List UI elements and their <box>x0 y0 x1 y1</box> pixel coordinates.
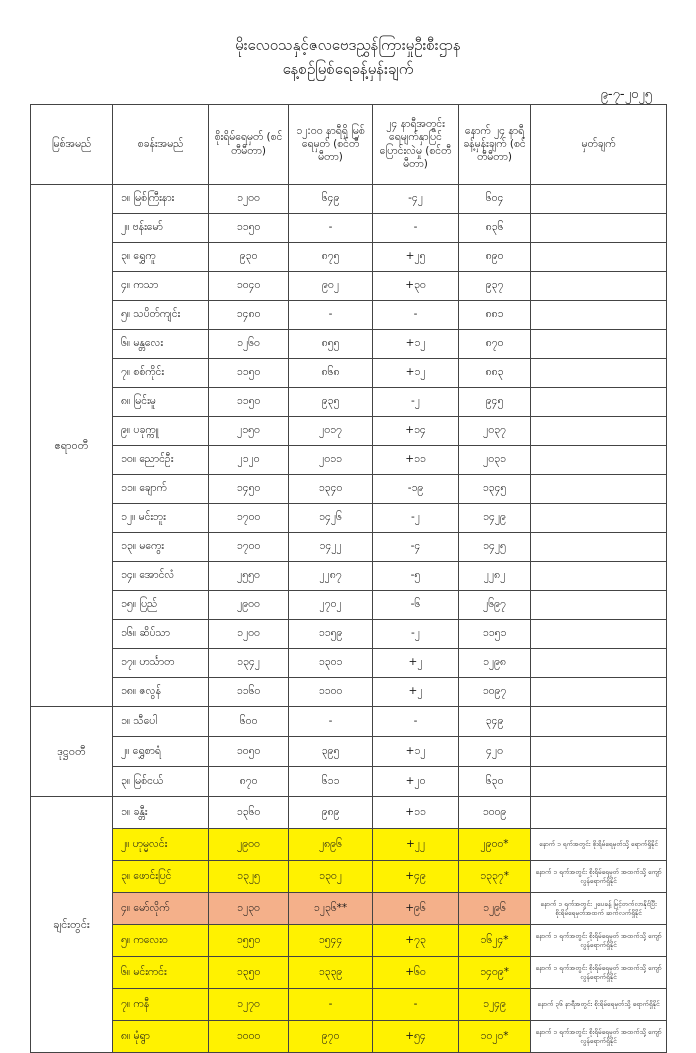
current-level-cell: ၁၃၀၂ <box>289 861 373 893</box>
danger-level-cell: ၂၉၀၀ <box>209 829 289 861</box>
remark-cell <box>531 533 667 562</box>
station-name-cell: ၃။ ရွှေကူ <box>113 243 209 272</box>
level-change-cell: - <box>373 989 459 1021</box>
station-name-cell: ၁၇။ ဟင်္သာတ <box>113 649 209 678</box>
level-change-cell: -၅ <box>373 562 459 591</box>
station-name-cell: ၁၄။ အောင်လံ <box>113 562 209 591</box>
danger-level-cell: ၂၅၅၀ <box>209 562 289 591</box>
remark-cell <box>531 475 667 504</box>
level-change-cell: +၅၄ <box>373 1021 459 1053</box>
station-name-cell: ၁။ သီပေါ <box>113 707 209 737</box>
remark-cell <box>531 243 667 272</box>
forecast-cell: ၁၆၂၄* <box>459 925 531 957</box>
table-row <box>31 533 667 562</box>
current-level-cell: ၁၁၀၀ <box>289 678 373 707</box>
danger-level-cell: ၂၉၀၀ <box>209 591 289 620</box>
remark-cell: နောက် ၃၆ နာရီအတွင်း စိုးရိမ်ရေမှတ်သို့ ရောက်ရှိနိုင် <box>531 989 667 1021</box>
danger-level-cell: ၁၁၆၀ <box>209 678 289 707</box>
table-row <box>31 591 667 620</box>
danger-level-cell: ၁၂၀၀ <box>209 185 289 214</box>
remark-cell <box>531 185 667 214</box>
danger-level-cell: ၁၃၄၂ <box>209 649 289 678</box>
table-row <box>31 388 667 417</box>
danger-level-cell: ၁၄၅၀ <box>209 475 289 504</box>
forecast-cell: ၁၀၉၇ <box>459 678 531 707</box>
table-row <box>31 649 667 678</box>
current-level-cell: ၁၃၃၉ <box>289 957 373 989</box>
current-level-cell: ၆၁၁ <box>289 767 373 797</box>
current-level-cell: ၁၄၂၆ <box>289 504 373 533</box>
column-header-station: စခန်းအမည် <box>113 105 209 185</box>
forecast-cell: ၁၁၅၁ <box>459 620 531 649</box>
station-name-cell: ၂။ ဟုမ္မလင်း <box>113 829 209 861</box>
forecast-cell: ၈၈၁ <box>459 301 531 330</box>
station-name-cell: ၁၆။ ဆိပ်သာ <box>113 620 209 649</box>
table-row <box>31 678 667 707</box>
current-level-cell: ၉၈၉ <box>289 797 373 829</box>
table-row <box>31 446 667 475</box>
current-level-cell: - <box>289 214 373 243</box>
level-change-cell: +၃၀ <box>373 272 459 301</box>
station-name-cell: ၄။ ကသာ <box>113 272 209 301</box>
danger-level-cell: ၁၃၆၀ <box>209 797 289 829</box>
level-change-cell: -၄ <box>373 533 459 562</box>
level-change-cell: +၁၁ <box>373 446 459 475</box>
level-change-cell: +၇၃ <box>373 925 459 957</box>
page-title: မိုးလေဝသနှင့်ဇလဗေဒညွှန်ကြားမှုဦးစီးဌာန <box>235 36 461 54</box>
table-row <box>31 957 667 989</box>
river-name-cell: ချင်းတွင်း <box>31 797 113 1053</box>
remark-cell: နောက် ၁ ရက်အတွင်း စိုးရိမ်ရေမှတ် အထက်သို့ ကျော်လွန်ရောက်ရှိနိုင် <box>531 861 667 893</box>
forecast-cell: ၁၀၀၉ <box>459 797 531 829</box>
danger-level-cell: ၁၅၅၀ <box>209 925 289 957</box>
remark-cell: နောက် ၁ ရက်အတွင်း စိုးရိမ်ရေမှတ်သို့ ရောက်ရှိနိုင် <box>531 829 667 861</box>
level-change-cell: - <box>373 301 459 330</box>
current-level-cell: ၁၃၄၀ <box>289 475 373 504</box>
forecast-cell: ၉၃၇ <box>459 272 531 301</box>
level-change-cell: +၂၂ <box>373 829 459 861</box>
table-row <box>31 707 667 737</box>
forecast-cell: ၉၄၅ <box>459 388 531 417</box>
danger-level-cell: ၁၃၅၀ <box>209 957 289 989</box>
table-row <box>31 893 667 925</box>
report-date: ၉-၇-၂၀၂၅ <box>600 87 652 102</box>
danger-level-cell: ၈၇၀ <box>209 767 289 797</box>
level-change-cell: +၄၉ <box>373 861 459 893</box>
current-level-cell: ၈၆၈ <box>289 359 373 388</box>
danger-level-cell: ၁၀၅၀ <box>209 737 289 767</box>
table-row <box>31 797 667 829</box>
remark-cell <box>531 272 667 301</box>
column-header-river: မြစ်အမည် <box>31 105 113 185</box>
remark-cell <box>531 797 667 829</box>
river-name-cell: ဒုဋ္ဌဝတီ <box>31 707 113 797</box>
remark-cell <box>531 504 667 533</box>
station-name-cell: ၂။ ရွှေစာရံ <box>113 737 209 767</box>
remark-cell <box>531 301 667 330</box>
remark-cell <box>531 767 667 797</box>
level-change-cell: +၁၂ <box>373 737 459 767</box>
level-change-cell: -၂ <box>373 504 459 533</box>
station-name-cell: ၇။ ကနီ <box>113 989 209 1021</box>
column-header-24h-change: ၂၄ နာရီအတွင်း ရေမျက်နှာပြင် ပြောင်းလဲမှု (စင်တီမီတာ) <box>373 105 459 185</box>
current-level-cell: ၈၅၅ <box>289 330 373 359</box>
table-row <box>31 301 667 330</box>
station-name-cell: ၅။ ကလေးဝ <box>113 925 209 957</box>
remark-cell <box>531 446 667 475</box>
current-level-cell: ၂၀၁၇ <box>289 417 373 446</box>
level-change-cell: -၄၂ <box>373 185 459 214</box>
table-row <box>31 925 667 957</box>
level-change-cell: +၁၄ <box>373 417 459 446</box>
station-name-cell: ၁။ မြစ်ကြီးနား <box>113 185 209 214</box>
level-change-cell: +၂၀ <box>373 767 459 797</box>
table-row <box>31 861 667 893</box>
table-row <box>31 185 667 214</box>
danger-level-cell: ၁၁၅၀ <box>209 214 289 243</box>
forecast-cell: ၁၂၉၈ <box>459 649 531 678</box>
table-header-row <box>31 105 667 185</box>
level-change-cell: -၂ <box>373 620 459 649</box>
remark-cell: နောက် ၁ ရက်အတွင်း စိုးရိမ်ရေမှတ် အထက်သို့ ကျော်လွန်ရောက်ရှိနိုင် <box>531 925 667 957</box>
level-change-cell: -၂ <box>373 388 459 417</box>
remark-cell: နောက် ၁ ရက်အတွင်း စိုးရိမ်ရေမှတ် အထက်သို့ ကျော်လွန်ရောက်ရှိနိုင် <box>531 957 667 989</box>
current-level-cell: ၁၁၅၉ <box>289 620 373 649</box>
danger-level-cell: ၂၁၂၀ <box>209 446 289 475</box>
station-name-cell: ၁၁။ ချောက် <box>113 475 209 504</box>
table-row <box>31 737 667 767</box>
level-change-cell: -၆ <box>373 591 459 620</box>
remark-cell <box>531 417 667 446</box>
current-level-cell: - <box>289 707 373 737</box>
station-name-cell: ၄။ မော်လိုက် <box>113 893 209 925</box>
current-level-cell: ၂၇၀၂ <box>289 591 373 620</box>
forecast-cell: ၈၇၀ <box>459 330 531 359</box>
table-row <box>31 829 667 861</box>
table-row <box>31 330 667 359</box>
forecast-cell: ၂၉၀၀* <box>459 829 531 861</box>
current-level-cell: ၂၈၉၆ <box>289 829 373 861</box>
danger-level-cell: ၁၃၂၅ <box>209 861 289 893</box>
remark-cell <box>531 707 667 737</box>
forecast-cell: ၁၄၂၉ <box>459 504 531 533</box>
station-name-cell: ၁၂။ မင်းဘူး <box>113 504 209 533</box>
level-change-cell: +၁၂ <box>373 330 459 359</box>
table-row <box>31 214 667 243</box>
remark-cell <box>531 737 667 767</box>
level-change-cell: - <box>373 707 459 737</box>
station-name-cell: ၃။ ဖောင်းပြင် <box>113 861 209 893</box>
station-name-cell: ၁၈။ ဇလွန် <box>113 678 209 707</box>
table-row <box>31 504 667 533</box>
station-name-cell: ၂။ ဗန်းမော် <box>113 214 209 243</box>
level-change-cell: +၂ <box>373 649 459 678</box>
column-header-remarks: မှတ်ချက် <box>531 105 667 185</box>
forecast-cell: ၆၃၀ <box>459 767 531 797</box>
current-level-cell: ၆၄၉ <box>289 185 373 214</box>
station-name-cell: ၆။ မင်းကင်း <box>113 957 209 989</box>
current-level-cell: ၉၇၀ <box>289 1021 373 1053</box>
river-name-cell: ဧရာဝတီ <box>31 185 113 707</box>
forecast-cell: ၆၀၄ <box>459 185 531 214</box>
current-level-cell: ၁၄၂၂ <box>289 533 373 562</box>
remark-cell <box>531 620 667 649</box>
table-row <box>31 359 667 388</box>
station-name-cell: ၇။ စစ်ကိုင်း <box>113 359 209 388</box>
danger-level-cell: ၁၂၇၀ <box>209 989 289 1021</box>
forecast-cell: ၄၂၀ <box>459 737 531 767</box>
level-change-cell: -၁၉ <box>373 475 459 504</box>
level-change-cell: +၉၆ <box>373 893 459 925</box>
forecast-cell: ၈၈၃ <box>459 359 531 388</box>
table-body <box>31 185 667 1053</box>
remark-cell <box>531 359 667 388</box>
danger-level-cell: ၁၇၀၀ <box>209 533 289 562</box>
danger-level-cell: ၂၁၅၀ <box>209 417 289 446</box>
danger-level-cell: ၁၁၅၀ <box>209 359 289 388</box>
forecast-cell: ၃၄၉ <box>459 707 531 737</box>
station-name-cell: ၉။ ပခုက္ကူ <box>113 417 209 446</box>
table-row <box>31 1021 667 1053</box>
river-forecast-table <box>30 104 667 1053</box>
table-row <box>31 272 667 301</box>
table-row <box>31 620 667 649</box>
remark-cell <box>531 330 667 359</box>
station-name-cell: ၁။ ခန္တီး <box>113 797 209 829</box>
current-level-cell: - <box>289 301 373 330</box>
station-name-cell: ၁၅။ ပြည် <box>113 591 209 620</box>
remark-cell <box>531 649 667 678</box>
level-change-cell: +၁၁ <box>373 797 459 829</box>
current-level-cell: ၂၂၈၇ <box>289 562 373 591</box>
forecast-cell: ၁၂၄၉ <box>459 989 531 1021</box>
remark-cell: နောက် ၁ ရက်အတွင်း စိုးရိမ်ရေမှတ် အထက်သို့ ကျော်လွန်ရောက်ရှိနိုင် <box>531 1021 667 1053</box>
current-level-cell: ၉၀၂ <box>289 272 373 301</box>
station-name-cell: ၈။ မြင်းမူ <box>113 388 209 417</box>
level-change-cell: +၂၅ <box>373 243 459 272</box>
current-level-cell: ၉၃၅ <box>289 388 373 417</box>
forecast-cell: ၁၃၄၅ <box>459 475 531 504</box>
danger-level-cell: ၁၂၃၀ <box>209 893 289 925</box>
column-header-forecast: နောက် ၂၄ နာရီ ခန့်မှန်းချက် (စင်တီမီတာ) <box>459 105 531 185</box>
current-level-cell: ၈၇၅ <box>289 243 373 272</box>
danger-level-cell: ၆၀၀ <box>209 707 289 737</box>
danger-level-cell: ၁၄၈၀ <box>209 301 289 330</box>
current-level-cell: ၃၉၅ <box>289 737 373 767</box>
level-change-cell: +၂ <box>373 678 459 707</box>
forecast-cell: ၁၃၃၇* <box>459 861 531 893</box>
danger-level-cell: ၁၀၄၀ <box>209 272 289 301</box>
remark-cell <box>531 562 667 591</box>
station-name-cell: ၁၃။ မကွေး <box>113 533 209 562</box>
forecast-cell: ၂၀၃၁ <box>459 446 531 475</box>
current-level-cell: ၁၂၃၆** <box>289 893 373 925</box>
danger-level-cell: ၁၀၀၀ <box>209 1021 289 1053</box>
station-name-cell: ၈။ မုံရွာ <box>113 1021 209 1053</box>
forecast-cell: ၁၄၀၉* <box>459 957 531 989</box>
remark-cell: နောက် ၁ ရက်အတွင်း ၂ပေခန့် မြင့်တက်လာနိုင်ပြီး စိုးရိမ်ရေမှတ်အထက် ဆက်လက်ရှိနိုင် <box>531 893 667 925</box>
column-header-danger-level: စိုးရိမ်ရေမှတ် (စင်တီမီတာ) <box>209 105 289 185</box>
station-name-cell: ၆။ မန္တလေး <box>113 330 209 359</box>
danger-level-cell: ၁၂၆၀ <box>209 330 289 359</box>
forecast-cell: ၂၆၉၇ <box>459 591 531 620</box>
current-level-cell: ၁၃၀၁ <box>289 649 373 678</box>
danger-level-cell: ၁၇၀၀ <box>209 504 289 533</box>
current-level-cell: - <box>289 989 373 1021</box>
station-name-cell: ၃။ မြစ်ငယ် <box>113 767 209 797</box>
remark-cell <box>531 214 667 243</box>
forecast-cell: ၂၂၈၂ <box>459 562 531 591</box>
level-change-cell: - <box>373 214 459 243</box>
forecast-cell: ၈၃၆ <box>459 214 531 243</box>
level-change-cell: +၆၀ <box>373 957 459 989</box>
remark-cell <box>531 678 667 707</box>
table-row <box>31 989 667 1021</box>
station-name-cell: ၁၀။ ညောင်ဦး <box>113 446 209 475</box>
page-subtitle: နေ့စဉ်မြစ်ရေခန့်မှန်းချက် <box>282 60 414 78</box>
remark-cell <box>531 388 667 417</box>
forecast-cell: ၈၉၀ <box>459 243 531 272</box>
table-row <box>31 475 667 504</box>
remark-cell <box>531 591 667 620</box>
station-name-cell: ၅။ သပိတ်ကျင်း <box>113 301 209 330</box>
table-row <box>31 562 667 591</box>
forecast-cell: ၁၄၂၅ <box>459 533 531 562</box>
forecast-cell: ၁၂၉၆ <box>459 893 531 925</box>
column-header-current-level: ၁၂:၀၀ နာရီရှိ မြစ်ရေမှတ် (စင်တီမီတာ) <box>289 105 373 185</box>
current-level-cell: ၁၅၄၄ <box>289 925 373 957</box>
danger-level-cell: ၉၃၀ <box>209 243 289 272</box>
table-row <box>31 417 667 446</box>
table-row <box>31 767 667 797</box>
level-change-cell: +၁၂ <box>373 359 459 388</box>
current-level-cell: ၂၀၁၁ <box>289 446 373 475</box>
danger-level-cell: ၁၂၀၀ <box>209 620 289 649</box>
forecast-cell: ၂၀၃၇ <box>459 417 531 446</box>
forecast-cell: ၁၀၂၀* <box>459 1021 531 1053</box>
table-row <box>31 243 667 272</box>
danger-level-cell: ၁၁၅၀ <box>209 388 289 417</box>
